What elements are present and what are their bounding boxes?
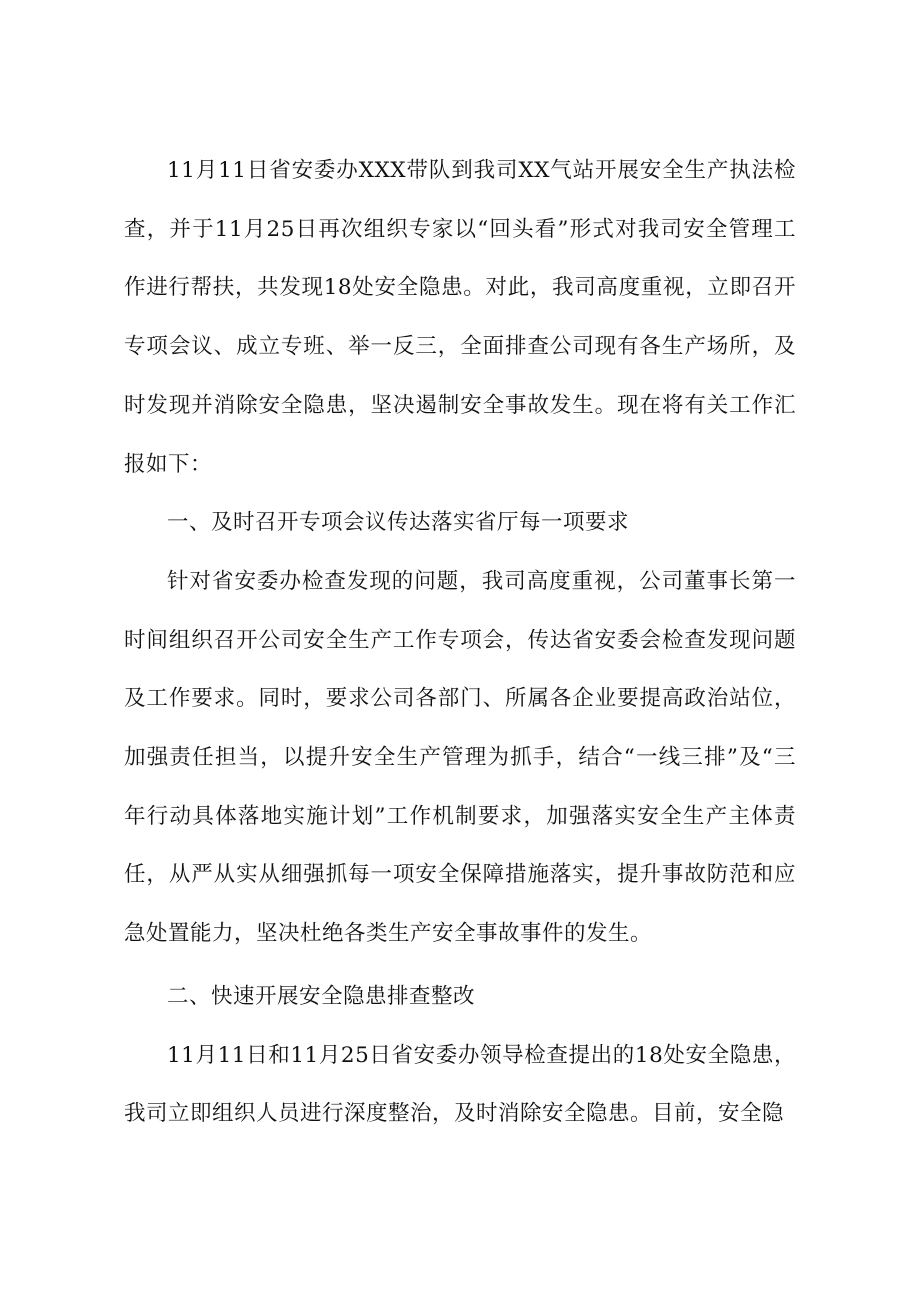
section-heading-2: 二、快速开展安全隐患排查整改 <box>167 983 476 1009</box>
section-heading-1: 一、及时召开专项会议传达落实省厅每一项要求 <box>167 510 630 536</box>
document-body <box>124 142 796 1144</box>
section-2-paragraph: 11月11日和11月25日省安委办领导检查提出的18处安全隐患，我司立即组织人员进行深度整治，及时消除安全隐患。目前，安全隐 <box>124 1042 796 1127</box>
section-1-paragraph: 针对省安委办检查发现的问题，我司高度重视，公司董事长第一时间组织召开公司安全生产工作专项会，传达省安委会检查发现问题及工作要求。同时，要求公司各部门、所属各企业要提高政治站位，加强责任担当，以提升安全生产管理为抓手，结合“一线三排”及“三年行动具体落地实施计划”工作机制要求，加强落实安全生产主体责任，从严从实从细强抓每一项安全保障措施落实，提升事故防范和应急处置能力，坚决杜绝各类生产安全事故事件的发生。 <box>124 568 796 947</box>
intro-paragraph: 11月11日省安委办XXX带队到我司XX气站开展安全生产执法检查，并于11月25日再次组织专家以“回头看”形式对我司安全管理工作进行帮扶，共发现18处安全隐患。对此，我司高度重视，立即召开专项会议、成立专班、举一反三，全面排查公司现有各生产场所，及时发现并消除安全隐患，坚决遏制安全事故发生。现在将有关工作汇报如下： <box>124 158 796 477</box>
